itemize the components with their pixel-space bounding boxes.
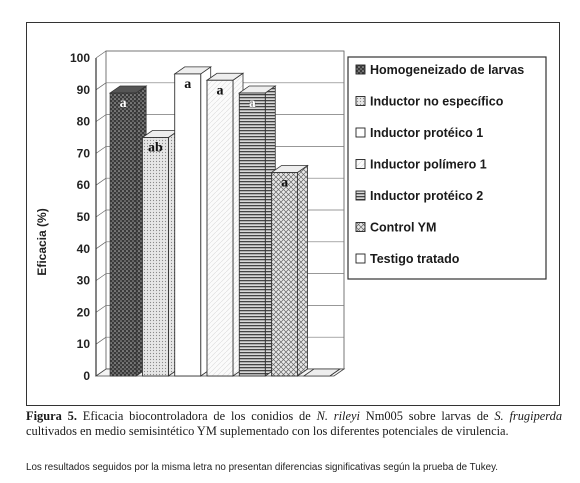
- bar-front: [142, 138, 168, 377]
- legend-label: Homogeneizado de larvas: [370, 63, 525, 77]
- bar-data-label: a: [248, 95, 256, 111]
- legend-item: [356, 252, 460, 266]
- gridline-depth: [96, 242, 106, 249]
- figure-caption: [26, 409, 562, 438]
- bar: [239, 86, 275, 376]
- figure-note: Los resultados seguidos por la misma letra no presentan diferencias significativas según la prueba de Tukey.: [26, 462, 498, 473]
- legend-swatch: [356, 97, 365, 106]
- legend-label: Inductor polímero 1: [370, 157, 487, 172]
- bar: [110, 86, 146, 376]
- bar-data-label: a: [216, 83, 224, 99]
- caption-text-3: cultivados en medio semisintético YM suplementado con los diferentes potenciales de virulencia.: [26, 423, 509, 438]
- caption-text-2: Nm005 sobre larvas de: [359, 409, 495, 423]
- legend-label: Inductor protéico 2: [370, 189, 484, 203]
- bar: [175, 67, 211, 376]
- legend-label: Inductor no específico: [370, 94, 504, 109]
- bar-front: [272, 172, 298, 376]
- y-tick-label: 60: [76, 178, 90, 193]
- bar-side: [298, 165, 308, 376]
- gridline-depth: [96, 83, 106, 90]
- gridline-depth: [96, 274, 106, 281]
- legend-item: [356, 63, 524, 77]
- legend-item: [356, 95, 504, 109]
- gridline-depth: [96, 146, 106, 153]
- y-tick-label: 10: [76, 337, 90, 352]
- legend: [348, 57, 546, 279]
- legend-item: [356, 126, 483, 140]
- figure-label: Figura 5.: [26, 409, 77, 423]
- y-axis-label: Eficacia (%): [35, 208, 49, 276]
- legend-swatch: [356, 254, 365, 263]
- caption-species-2a: S.: [494, 409, 504, 423]
- legend-swatch: [356, 65, 365, 74]
- y-tick-label: 90: [76, 82, 90, 97]
- y-tick-label: 80: [76, 114, 90, 129]
- caption-text-1: Eficacia biocontroladora de los conidios de: [76, 409, 317, 423]
- legend-swatch: [356, 128, 365, 137]
- bar-data-label: a: [281, 175, 289, 191]
- y-tick-label: 50: [76, 210, 90, 224]
- legend-item: [356, 189, 483, 203]
- y-tick-label: 40: [76, 241, 90, 256]
- caption-species-1: N. rileyi: [316, 409, 360, 423]
- y-tick-label: 20: [76, 305, 90, 320]
- y-tick-label: 0: [83, 369, 90, 383]
- gridline-depth: [96, 337, 106, 344]
- gridline-depth: [96, 115, 106, 122]
- gridline-depth: [96, 305, 106, 312]
- y-tick-label: 30: [76, 273, 90, 288]
- gridline-depth: [96, 210, 106, 217]
- bar-front: [175, 74, 201, 376]
- gridline-depth: [96, 178, 106, 185]
- caption-species-2b: frugiperda: [509, 409, 563, 423]
- legend-swatch: [356, 223, 365, 232]
- bar: [272, 165, 308, 376]
- legend-swatch: [356, 160, 365, 169]
- bar-front: [110, 93, 136, 376]
- y-tick-label: 100: [69, 51, 90, 65]
- bar: [207, 73, 243, 376]
- bar: [142, 131, 178, 377]
- bar-chart: [26, 22, 560, 406]
- legend-label: Control YM: [370, 220, 437, 235]
- y-tick-label: 70: [76, 146, 90, 161]
- bar-data-label: a: [184, 76, 192, 92]
- gridline-depth: [96, 51, 106, 58]
- legend-label: Testigo tratado: [370, 252, 460, 266]
- legend-label: Inductor protéico 1: [370, 126, 484, 140]
- bar-front: [207, 80, 233, 376]
- legend-swatch: [356, 191, 365, 200]
- bar-front: [239, 93, 265, 376]
- bar-data-label: ab: [148, 140, 163, 156]
- legend-item: [356, 158, 487, 172]
- bar-data-label: a: [119, 95, 127, 111]
